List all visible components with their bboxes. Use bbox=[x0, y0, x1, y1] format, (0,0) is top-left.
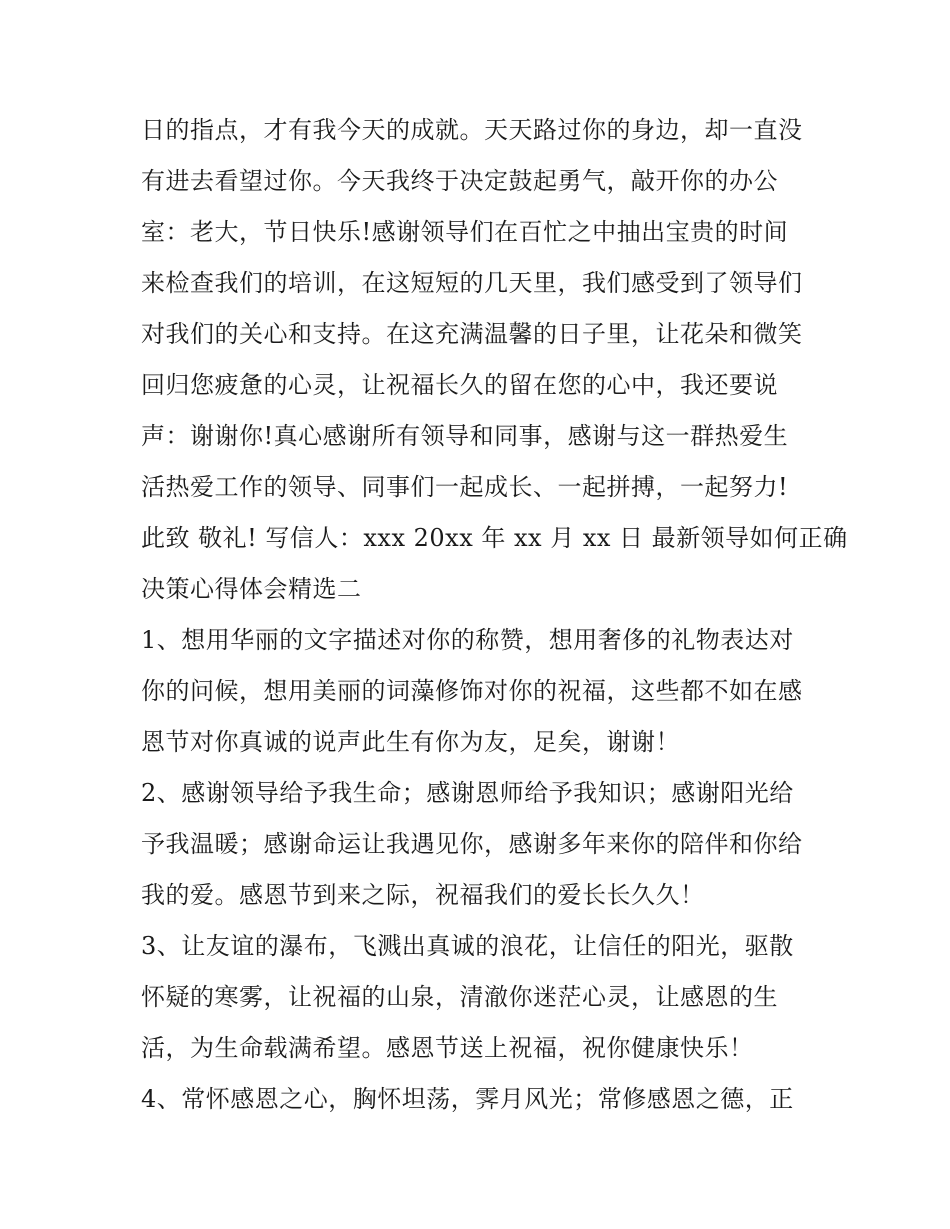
section-heading: 决策心得体会精选二 bbox=[141, 575, 362, 603]
text-line: 回归您疲惫的心灵，让祝福长久的留在您的心中，我还要说 bbox=[141, 371, 778, 399]
text-line: 我的爱。感恩节到来之际，祝福我们的爱长长久久！ bbox=[141, 881, 705, 909]
list-item: 1、想用华丽的文字描述对你的称赞，想用奢侈的礼物表达对 bbox=[141, 626, 794, 654]
text-line: 怀疑的寒雾，让祝福的山泉，清澈你迷茫心灵，让感恩的生 bbox=[141, 983, 778, 1011]
text-line: 你的问候，想用美丽的词藻修饰对你的祝福，这些都不如在感 bbox=[141, 677, 803, 705]
text-line: 来检查我们的培训，在这短短的几天里，我们感受到了领导们 bbox=[141, 269, 803, 297]
text-line: 活热爱工作的领导、同事们一起成长、一起拼搏，一起努力! bbox=[141, 473, 789, 501]
list-item: 4、常怀感恩之心，胸怀坦荡，霁月风光；常修感恩之德，正 bbox=[141, 1085, 794, 1113]
text-line: 声：谢谢你!真心感谢所有领导和同事，感谢与这一群热爱生 bbox=[141, 422, 789, 450]
text-line: 恩节对你真诚的说声此生有你为友，足矣，谢谢！ bbox=[141, 728, 680, 756]
text-line: 活，为生命载满希望。感恩节送上祝福，祝你健康快乐！ bbox=[141, 1034, 754, 1062]
list-item: 2、感谢领导给予我生命；感谢恩师给予我知识；感谢阳光给 bbox=[141, 779, 794, 807]
text-line: 予我温暖；感谢命运让我遇见你，感谢多年来你的陪伴和你给 bbox=[141, 830, 803, 858]
text-line: 室：老大，节日快乐!感谢领导们在百忙之中抽出宝贵的时间 bbox=[141, 218, 789, 246]
text-line: 对我们的关心和支持。在这充满温馨的日子里，让花朵和微笑 bbox=[141, 320, 803, 348]
list-item: 3、让友谊的瀑布，飞溅出真诚的浪花，让信任的阳光，驱散 bbox=[141, 932, 794, 960]
text-line: 日的指点，才有我今天的成就。天天路过你的身边，却一直没 bbox=[141, 116, 803, 144]
text-line: 有进去看望过你。今天我终于决定鼓起勇气，敲开你的办公 bbox=[141, 167, 778, 195]
text-line: 此致 敬礼! 写信人：xxx 20xx 年 xx 月 xx 日 最新领导如何正确 bbox=[141, 524, 848, 552]
